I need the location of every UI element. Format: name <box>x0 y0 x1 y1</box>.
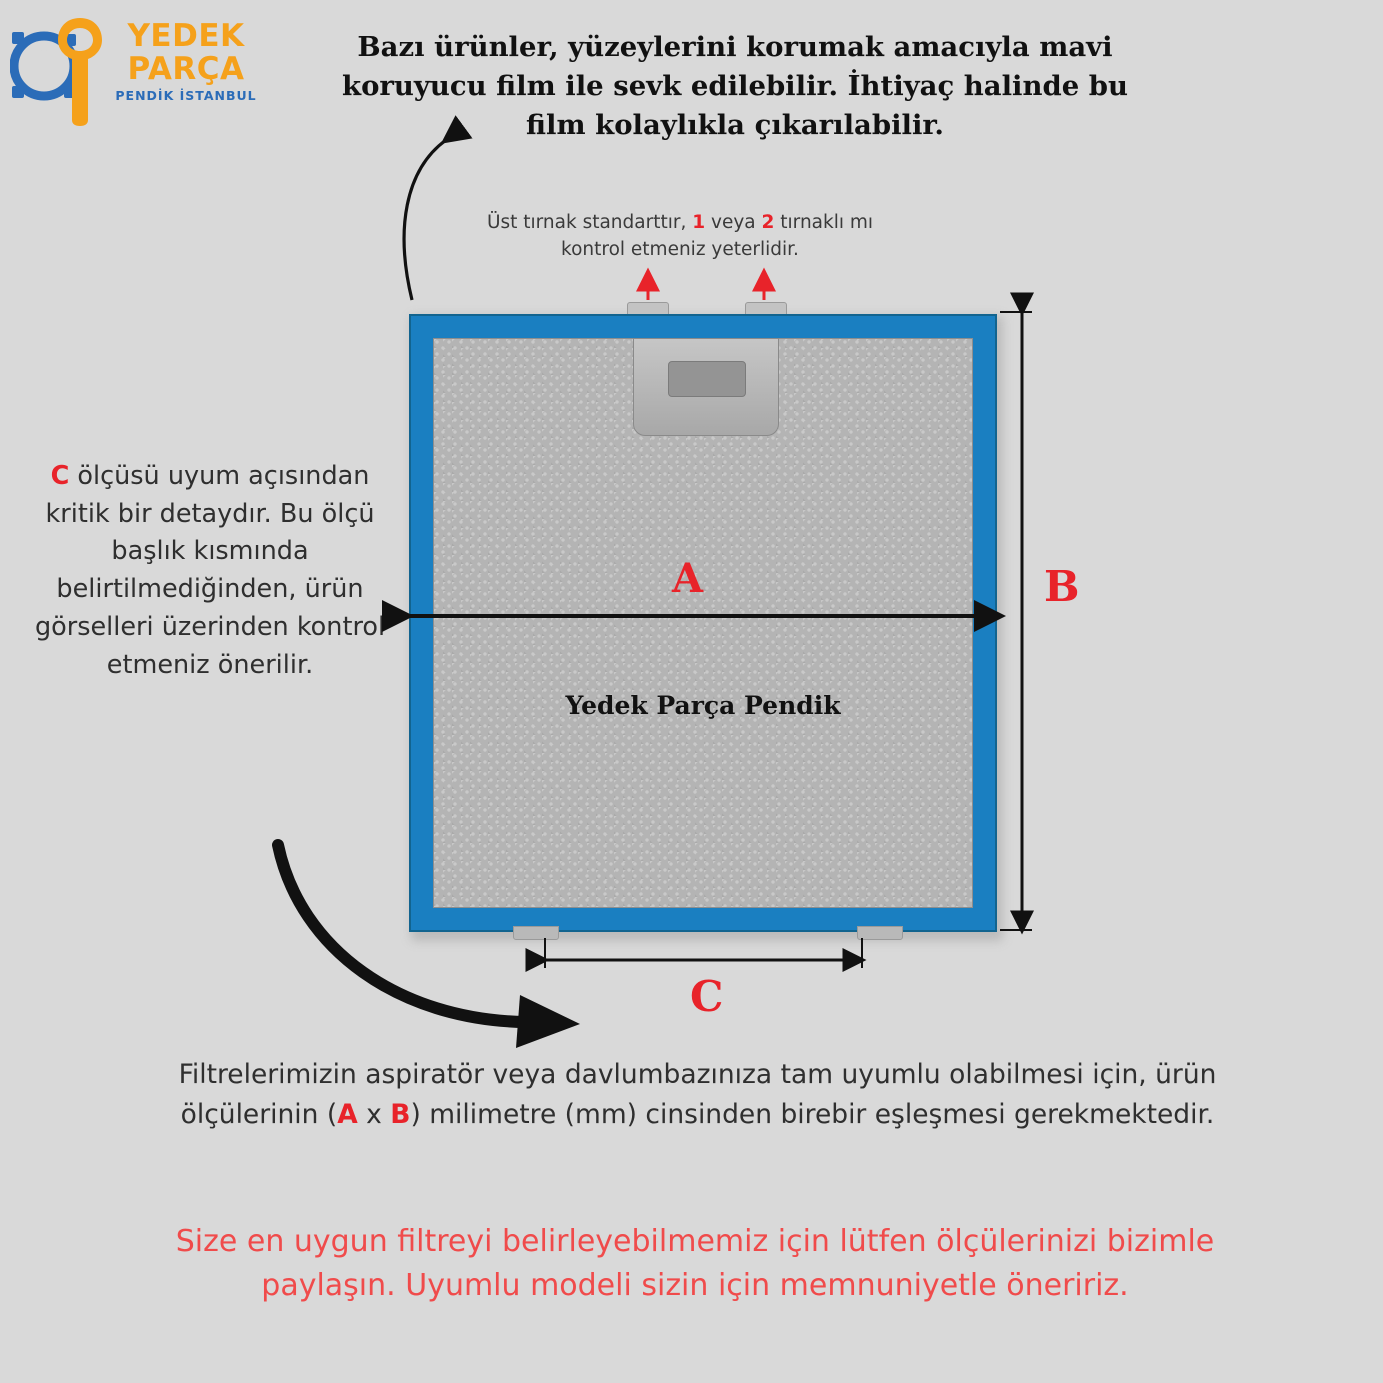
top-note-number-2: 2 <box>761 212 775 233</box>
bottom-paragraph-x: x <box>357 1098 391 1130</box>
bottom-paragraph-b: B <box>390 1098 411 1130</box>
top-note-part2: veya <box>705 212 762 233</box>
logo-line-2: PARÇA <box>127 50 245 87</box>
left-paragraph-text: ölçüsü uyum açısından kritik bir detaydır. Bu ölçü başlık kısmında belirtilmediğinden, ürün görselleri üzerinden kontrol etmeniz önerilir. <box>34 461 386 680</box>
bottom-tab-1 <box>513 926 559 940</box>
measure-label-c: C <box>690 972 724 1021</box>
closing-paragraph: Size en uygun filtreyi belirleyebilmemiz için lütfen ölçülerinizi bizimle paylaşın. Uyumlu modeli sizin için memnuniyetle öneririz. <box>175 1224 1215 1303</box>
logo-line-1: YEDEK <box>127 18 245 54</box>
top-note-part3: tırnaklı mı kontrol etmeniz yeterlidir. <box>561 212 874 260</box>
brand-logo <box>10 8 280 133</box>
handle-slot <box>668 361 746 397</box>
headline-arrow <box>404 140 446 300</box>
headline-text: Bazı ürünler, yüzeylerini korumak amacıyla mavi koruyucu film ile sevk edilebilir. İhtiyaç halinde bu film kolaylıkla çıkarılabilir. <box>342 31 1128 142</box>
left-paragraph-highlight: C <box>50 461 70 491</box>
bottom-paragraph <box>110 1055 1285 1135</box>
measure-label-b: B <box>1044 562 1080 611</box>
top-note-part1: Üst tırnak standarttır, <box>486 212 693 233</box>
left-paragraph-arrowhead <box>516 995 580 1048</box>
filter-handle <box>633 338 779 436</box>
measure-label-a: A <box>672 555 704 602</box>
filter-illustration <box>405 286 1005 956</box>
top-note-number-1: 1 <box>692 212 706 233</box>
bottom-paragraph-a: A <box>337 1098 358 1130</box>
logo-subtitle: PENDİK İSTANBUL <box>115 88 257 104</box>
bottom-paragraph-part2: ) milimetre (mm) cinsinden birebir eşleşmesi gerekmektedir. <box>410 1098 1215 1130</box>
left-paragraph <box>30 458 390 684</box>
bottom-tab-2 <box>857 926 903 940</box>
filter-frame <box>409 314 997 932</box>
top-tab-note <box>455 210 905 264</box>
watermark-text: Yedek Parça Pendik <box>565 691 841 720</box>
bottom-paragraph-part1: Filtrelerimizin aspiratör veya davlumbazınıza tam uyumlu olabilmesi için, ürün ölçülerinin ( <box>178 1059 1217 1130</box>
